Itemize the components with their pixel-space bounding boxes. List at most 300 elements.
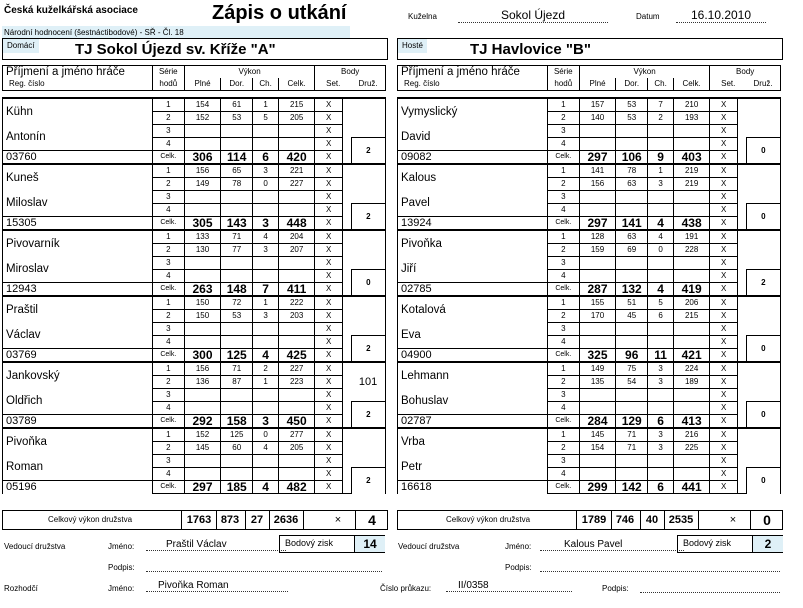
game-number: 2 (547, 112, 579, 125)
home-total-set: × (334, 514, 342, 526)
game-dor: 51 (616, 296, 648, 310)
game-plne: 154 (184, 98, 220, 112)
home-bodovy-zisk-value: 14 (354, 536, 385, 552)
date-value: 16.10.2010 (676, 8, 766, 23)
game-ch: 5 (648, 296, 674, 310)
game-celk: 210 (673, 98, 709, 112)
player-row (398, 349, 781, 363)
player-reg-number: 02787 (398, 415, 548, 429)
guest-bodovy-zisk-box (677, 535, 783, 553)
header-hodu: hodů (152, 78, 184, 91)
game-ch: 1 (253, 98, 279, 112)
page-title: Zápis o utkání (212, 2, 347, 24)
game-number: 2 (152, 376, 184, 389)
game-dor (616, 270, 648, 283)
player-total-set: X (710, 415, 738, 429)
game-dor: 53 (221, 112, 253, 125)
player-firstname: Oldřich (3, 389, 153, 415)
game-number: 3 (547, 125, 579, 138)
game-number: 4 (547, 138, 579, 151)
player-extra (746, 164, 780, 204)
home-podpis-label: Podpis: (108, 563, 135, 572)
player-reg-number: 03760 (3, 151, 153, 165)
player-extra (351, 296, 385, 336)
guest-podpis-label: Podpis: (505, 563, 532, 572)
game-set: X (315, 336, 343, 349)
header-vykon: Výkon (579, 66, 710, 79)
game-ch (253, 204, 279, 217)
game-number: 2 (152, 178, 184, 191)
player-extra (746, 296, 780, 336)
header-serie: Série (547, 66, 579, 79)
game-ch (253, 402, 279, 415)
player-firstname: Miloslav (3, 191, 153, 217)
game-plne (579, 191, 615, 204)
game-dor: 53 (616, 98, 648, 112)
total-label: Celk. (547, 217, 579, 231)
guest-total-row (397, 510, 783, 530)
game-celk (278, 336, 314, 349)
game-dor: 75 (616, 362, 648, 376)
game-dor (221, 138, 253, 151)
game-celk: 215 (278, 98, 314, 112)
game-number: 1 (152, 164, 184, 178)
game-set: X (710, 455, 738, 468)
home-total-celk: 2636 (269, 511, 304, 529)
player-extra (746, 230, 780, 270)
game-dor: 125 (221, 428, 253, 442)
player-surname: Jankovský (3, 362, 153, 389)
game-plne (579, 402, 615, 415)
game-dor: 65 (221, 164, 253, 178)
game-number: 3 (547, 455, 579, 468)
game-dor: 71 (616, 428, 648, 442)
player-row (398, 164, 781, 178)
game-dor: 53 (616, 112, 648, 125)
guest-leader-name: Kalous Pavel (540, 539, 684, 551)
referee-signature-field[interactable] (640, 580, 780, 593)
game-dor (221, 204, 253, 217)
home-leader-label: Vedoucí družstva (4, 542, 66, 551)
game-ch: 4 (648, 230, 674, 244)
player-row (3, 230, 386, 244)
guest-score-table (397, 65, 781, 494)
game-set: X (710, 389, 738, 402)
guest-team-name: TJ Havlovice "B" (470, 41, 591, 58)
game-set: X (315, 178, 343, 191)
game-celk: 228 (673, 244, 709, 257)
game-plne: 133 (184, 230, 220, 244)
game-number: 4 (547, 270, 579, 283)
player-firstname: Pavel (398, 191, 548, 217)
game-ch (648, 402, 674, 415)
game-set: X (315, 164, 343, 178)
player-extra (746, 98, 780, 138)
game-set: X (710, 138, 738, 151)
player-row (398, 217, 781, 231)
game-dor (616, 455, 648, 468)
player-total-dor: 125 (221, 349, 253, 363)
player-total-celk: 450 (278, 415, 314, 429)
game-dor: 71 (221, 230, 253, 244)
game-plne (579, 125, 615, 138)
game-number: 3 (547, 191, 579, 204)
game-set: X (710, 125, 738, 138)
game-number: 1 (152, 98, 184, 112)
game-dor: 72 (221, 296, 253, 310)
game-ch (253, 389, 279, 402)
game-plne: 128 (579, 230, 615, 244)
venue-label: Kuželna (408, 12, 437, 21)
game-plne (184, 138, 220, 151)
game-number: 2 (547, 442, 579, 455)
game-celk (673, 257, 709, 270)
game-plne (579, 204, 615, 217)
game-set: X (315, 455, 343, 468)
game-set: X (315, 204, 343, 217)
player-extra (746, 362, 780, 402)
game-set: X (710, 310, 738, 323)
game-ch: 3 (253, 164, 279, 178)
game-set: X (315, 112, 343, 125)
referee-name: Pivoňka Roman (146, 580, 288, 592)
player-total-plne: 306 (184, 151, 220, 165)
game-ch: 3 (648, 376, 674, 389)
player-total-dor: 132 (616, 283, 648, 297)
player-total-celk: 419 (673, 283, 709, 297)
referee-card-label: Číslo průkazu: (380, 584, 432, 593)
game-dor (221, 270, 253, 283)
game-number: 2 (152, 310, 184, 323)
game-dor: 60 (221, 442, 253, 455)
game-plne: 141 (579, 164, 615, 178)
game-ch (648, 204, 674, 217)
player-row (3, 296, 386, 310)
player-row (3, 283, 386, 297)
game-set: X (315, 191, 343, 204)
home-total-label: Celkový výkon družstva (48, 515, 133, 524)
header-dor: Dor. (616, 78, 648, 91)
home-signature-field[interactable] (146, 559, 382, 572)
player-total-dor: 129 (616, 415, 648, 429)
player-firstname: Antonín (3, 125, 153, 151)
game-set: X (315, 257, 343, 270)
game-plne: 135 (579, 376, 615, 389)
header-dor: Dor. (221, 78, 253, 91)
game-set: X (315, 323, 343, 336)
game-set: X (315, 442, 343, 455)
header-ch: Ch. (648, 78, 674, 91)
player-firstname: David (398, 125, 548, 151)
game-set: X (315, 98, 343, 112)
player-total-celk: 403 (673, 151, 709, 165)
player-total-ch: 6 (648, 481, 674, 494)
game-set: X (315, 402, 343, 415)
game-number: 4 (152, 336, 184, 349)
guest-signature-field[interactable] (540, 559, 780, 572)
game-ch: 2 (648, 112, 674, 125)
game-plne (579, 270, 615, 283)
game-celk (673, 336, 709, 349)
game-number: 4 (547, 468, 579, 481)
game-number: 4 (547, 336, 579, 349)
game-set: X (710, 178, 738, 191)
game-ch: 3 (648, 442, 674, 455)
game-plne (579, 138, 615, 151)
game-plne: 156 (184, 362, 220, 376)
game-plne: 156 (184, 164, 220, 178)
player-total-dor: 106 (616, 151, 648, 165)
game-ch (648, 389, 674, 402)
game-set: X (710, 442, 738, 455)
home-label: Domácí (3, 39, 39, 53)
game-celk: 219 (673, 164, 709, 178)
total-label: Celk. (152, 481, 184, 494)
header-druz: Druž. (351, 78, 385, 91)
guest-total-set: × (729, 514, 737, 526)
game-dor (221, 402, 253, 415)
guest-bodovy-zisk-value: 2 (752, 536, 783, 552)
player-total-set: X (710, 151, 738, 165)
home-bodovy-zisk-label: Bodový zisk (285, 538, 334, 548)
game-celk (278, 138, 314, 151)
game-ch: 0 (253, 428, 279, 442)
player-total-set: X (315, 151, 343, 165)
player-extra (746, 428, 780, 468)
game-plne: 152 (184, 428, 220, 442)
player-total-ch: 4 (648, 217, 674, 231)
game-number: 3 (152, 389, 184, 402)
game-ch (253, 125, 279, 138)
game-plne (184, 455, 220, 468)
game-celk (673, 125, 709, 138)
player-firstname: Roman (3, 455, 153, 481)
game-dor (221, 125, 253, 138)
player-reg-number: 16618 (398, 481, 548, 494)
header-serie: Série (152, 66, 184, 79)
player-points: 0 (351, 270, 385, 297)
player-row (3, 428, 386, 442)
game-number: 3 (547, 389, 579, 402)
game-set: X (315, 376, 343, 389)
game-celk: 207 (278, 244, 314, 257)
player-row (398, 481, 781, 494)
game-plne (184, 468, 220, 481)
guest-bodovy-zisk-label: Bodový zisk (683, 538, 732, 548)
game-set: X (315, 230, 343, 244)
game-set: X (315, 468, 343, 481)
player-row (398, 323, 781, 336)
game-set: X (315, 125, 343, 138)
player-firstname: Jiří (398, 257, 548, 283)
game-dor (616, 191, 648, 204)
header-set: Set. (710, 78, 746, 91)
header-name: Příjmení a jméno hráče (398, 66, 548, 79)
player-points: 2 (351, 336, 385, 363)
game-ch (253, 468, 279, 481)
game-ch: 3 (648, 178, 674, 191)
total-label: Celk. (152, 415, 184, 429)
game-dor (616, 138, 648, 151)
game-plne: 157 (579, 98, 615, 112)
game-celk: 204 (278, 230, 314, 244)
game-set: X (315, 296, 343, 310)
game-dor (221, 323, 253, 336)
game-celk (673, 191, 709, 204)
header-hodu: hodů (547, 78, 579, 91)
game-set: X (710, 336, 738, 349)
guest-total-ch: 40 (640, 511, 665, 529)
game-ch (253, 270, 279, 283)
player-total-set: X (315, 349, 343, 363)
home-total-plne: 1763 (181, 511, 217, 529)
player-row (3, 257, 386, 270)
player-row (3, 481, 386, 494)
game-dor (221, 455, 253, 468)
game-dor: 78 (616, 164, 648, 178)
game-celk: 221 (278, 164, 314, 178)
game-number: 1 (152, 362, 184, 376)
player-points: 0 (746, 402, 780, 429)
player-total-celk: 421 (673, 349, 709, 363)
player-reg-number: 04900 (398, 349, 548, 363)
game-celk (278, 204, 314, 217)
player-reg-number: 03789 (3, 415, 153, 429)
header-body: Body (710, 66, 781, 79)
game-ch (648, 138, 674, 151)
player-total-ch: 9 (648, 151, 674, 165)
game-number: 1 (547, 230, 579, 244)
game-number: 1 (547, 296, 579, 310)
player-total-dor: 114 (221, 151, 253, 165)
header-body: Body (315, 66, 386, 79)
game-celk: 216 (673, 428, 709, 442)
game-ch: 2 (253, 362, 279, 376)
game-celk: 277 (278, 428, 314, 442)
game-celk (673, 270, 709, 283)
player-surname: Kuneš (3, 164, 153, 191)
player-total-celk: 413 (673, 415, 709, 429)
guest-total-plne: 1789 (576, 511, 612, 529)
game-dor (221, 191, 253, 204)
referee-card-number: II/0358 (446, 580, 572, 592)
player-total-dor: 142 (616, 481, 648, 494)
player-points: 0 (746, 138, 780, 165)
game-set: X (710, 323, 738, 336)
player-reg-number: 09082 (398, 151, 548, 165)
game-ch: 3 (648, 362, 674, 376)
game-celk: 203 (278, 310, 314, 323)
game-ch (253, 336, 279, 349)
player-reg-number: 12943 (3, 283, 153, 297)
player-firstname: Miroslav (3, 257, 153, 283)
player-reg-number: 15305 (3, 217, 153, 231)
game-number: 3 (547, 323, 579, 336)
player-row (3, 151, 386, 165)
game-set: X (710, 112, 738, 125)
game-celk (278, 389, 314, 402)
home-bodovy-zisk-box (279, 535, 385, 553)
player-row (3, 362, 386, 376)
game-ch: 6 (648, 310, 674, 323)
game-plne (184, 191, 220, 204)
player-total-dor: 143 (221, 217, 253, 231)
player-points: 2 (351, 204, 385, 231)
game-celk: 215 (673, 310, 709, 323)
header-plne: Plné (184, 78, 220, 91)
game-set: X (315, 428, 343, 442)
player-total-celk: 482 (278, 481, 314, 494)
player-total-set: X (710, 283, 738, 297)
game-plne: 136 (184, 376, 220, 389)
home-team-box (2, 38, 388, 60)
game-set: X (710, 257, 738, 270)
date-label: Datum (636, 12, 660, 21)
game-dor (616, 204, 648, 217)
player-total-celk: 420 (278, 151, 314, 165)
game-number: 4 (547, 204, 579, 217)
game-celk (673, 468, 709, 481)
game-celk (278, 270, 314, 283)
guest-total-celk: 2535 (664, 511, 699, 529)
game-plne: 145 (579, 428, 615, 442)
player-total-plne: 325 (579, 349, 615, 363)
player-extra (351, 98, 385, 138)
player-row (3, 415, 386, 429)
guest-leader-name-label: Jméno: (505, 542, 532, 551)
guest-label: Hosté (398, 39, 427, 53)
total-label: Celk. (547, 283, 579, 297)
game-ch: 0 (648, 244, 674, 257)
game-number: 3 (152, 125, 184, 138)
player-row (3, 455, 386, 468)
game-celk: 224 (673, 362, 709, 376)
game-plne (184, 257, 220, 270)
player-total-ch: 6 (648, 415, 674, 429)
player-surname: Kalous (398, 164, 548, 191)
player-total-set: X (710, 349, 738, 363)
player-total-plne: 263 (184, 283, 220, 297)
player-row (3, 389, 386, 402)
header-vykon: Výkon (184, 66, 315, 79)
game-ch: 4 (253, 230, 279, 244)
player-points: 0 (746, 336, 780, 363)
game-number: 1 (547, 428, 579, 442)
player-total-ch: 4 (253, 481, 279, 494)
game-celk: 219 (673, 178, 709, 191)
player-total-ch: 4 (648, 283, 674, 297)
player-total-set: X (315, 415, 343, 429)
game-number: 2 (547, 244, 579, 257)
player-total-ch: 3 (253, 217, 279, 231)
game-set: X (710, 296, 738, 310)
game-dor (616, 257, 648, 270)
player-row (398, 415, 781, 429)
player-points: 2 (351, 138, 385, 165)
game-celk (673, 138, 709, 151)
game-celk: 205 (278, 442, 314, 455)
game-set: X (710, 244, 738, 257)
game-celk (673, 323, 709, 336)
home-leader-name-label: Jméno: (108, 542, 135, 551)
header-name: Příjmení a jméno hráče (3, 66, 153, 79)
game-plne: 156 (579, 178, 615, 191)
game-number: 3 (152, 191, 184, 204)
game-celk: 223 (278, 376, 314, 389)
game-plne (184, 323, 220, 336)
game-number: 1 (547, 362, 579, 376)
game-celk: 189 (673, 376, 709, 389)
